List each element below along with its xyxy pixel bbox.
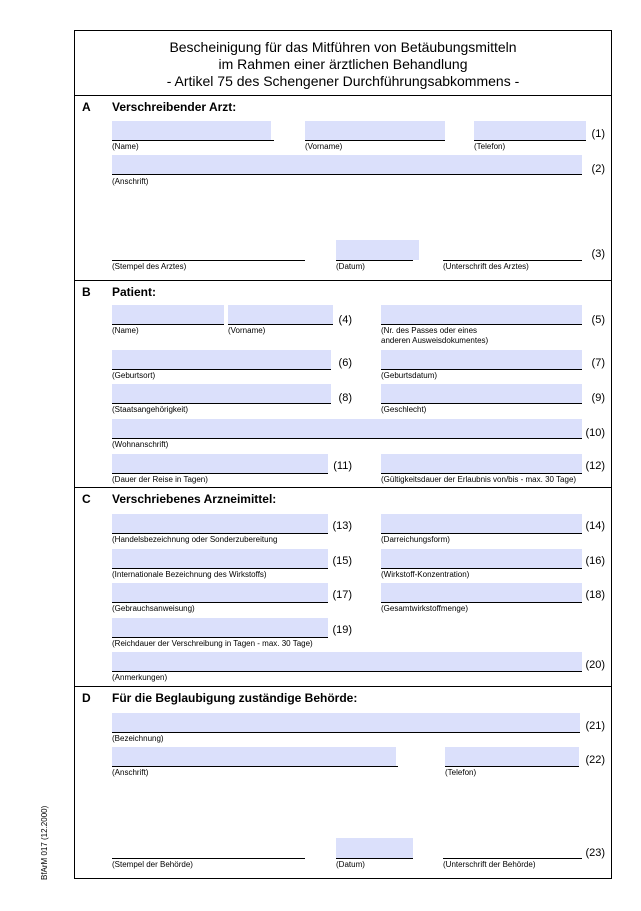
authority-bez-field[interactable] [112, 713, 580, 732]
field-number-18: (18) [585, 589, 605, 601]
doctor-anschrift-label: (Anschrift) [112, 177, 149, 186]
patient-name-line [112, 324, 224, 325]
patient-pass-line [381, 324, 582, 325]
doctor-vorname-field[interactable] [305, 121, 445, 140]
doctor-name-line [112, 140, 274, 141]
authority-bez-label: (Bezeichnung) [112, 734, 164, 743]
authority-telefon-field[interactable] [445, 747, 579, 766]
patient-geschlecht-line [381, 403, 582, 404]
doctor-unterschrift-label: (Unterschrift des Arztes) [443, 262, 529, 271]
field-number-10: (10) [585, 427, 605, 439]
patient-geschlecht-field[interactable] [381, 384, 582, 403]
med-gebrauch-line [112, 602, 328, 603]
section-b-title: Patient: [112, 285, 157, 299]
med-konz-field[interactable] [381, 549, 582, 568]
authority-unterschrift-line [443, 858, 582, 859]
field-number-8: (8) [338, 392, 352, 404]
doctor-stempel-label: (Stempel des Arztes) [112, 262, 187, 271]
field-number-6: (6) [338, 357, 352, 369]
section-c-title: Verschriebenes Arzneimittel: [112, 492, 277, 506]
patient-gueltig-line [381, 473, 582, 474]
patient-pass-label-1: (Nr. des Passes oder eines [381, 326, 478, 335]
patient-dauer-label: (Dauer der Reise in Tagen) [112, 475, 208, 484]
med-darreich-label: (Darreichungsform) [381, 535, 450, 544]
authority-anschrift-label: (Anschrift) [112, 768, 149, 777]
authority-anschrift-line [112, 766, 398, 767]
patient-geburtsort-label: (Geburtsort) [112, 371, 156, 380]
doctor-datum-field[interactable] [336, 240, 419, 260]
patient-geburtsdatum-field[interactable] [381, 350, 582, 369]
authority-datum-label: (Datum) [336, 860, 365, 869]
med-gebrauch-field[interactable] [112, 583, 328, 602]
med-anm-field[interactable] [112, 652, 582, 671]
med-anm-label: (Anmerkungen) [112, 673, 168, 682]
authority-bez-line [112, 732, 580, 733]
field-number-7: (7) [591, 357, 605, 369]
doctor-anschrift-field[interactable] [112, 155, 582, 174]
patient-pass-label-2: anderen Ausweisdokumentes) [381, 336, 489, 345]
patient-vorname-label: (Vorname) [228, 326, 266, 335]
field-number-14: (14) [585, 520, 605, 532]
med-gebrauch-label: (Gebrauchsanweisung) [112, 604, 195, 613]
doctor-vorname-line [305, 140, 445, 141]
section-c-letter: C [82, 492, 91, 506]
authority-datum-line [336, 858, 413, 859]
med-anm-line [112, 671, 582, 672]
doctor-name-label: (Name) [112, 142, 139, 151]
section-a-title: Verschreibender Arzt: [112, 100, 237, 114]
patient-staat-label: (Staatsangehörigkeit) [112, 405, 189, 414]
authority-datum-field[interactable] [336, 838, 413, 858]
patient-pass-field[interactable] [381, 305, 582, 324]
patient-wohn-field[interactable] [112, 419, 582, 438]
section-b-letter: B [82, 285, 91, 299]
field-number-23: (23) [585, 847, 605, 859]
doctor-name-field[interactable] [112, 121, 271, 140]
doctor-telefon-label: (Telefon) [474, 142, 506, 151]
patient-vorname-line [228, 324, 333, 325]
doctor-vorname-label: (Vorname) [305, 142, 343, 151]
med-intern-label: (Internationale Bezeichnung des Wirkstoffs) [112, 570, 267, 579]
patient-wohn-line [112, 438, 582, 439]
authority-stempel-line [112, 858, 305, 859]
field-number-16: (16) [585, 555, 605, 567]
patient-dauer-line [112, 473, 328, 474]
patient-staat-line [112, 403, 331, 404]
doctor-telefon-field[interactable] [474, 121, 586, 140]
section-d-letter: D [82, 691, 91, 705]
doctor-stempel-line [112, 260, 305, 261]
authority-stempel-label: (Stempel der Behörde) [112, 860, 193, 869]
doctor-datum-label: (Datum) [336, 262, 365, 271]
field-number-22: (22) [585, 754, 605, 766]
doctor-telefon-line [474, 140, 586, 141]
section-divider-ab [74, 280, 612, 281]
med-darreich-line [381, 533, 582, 534]
patient-geschlecht-label: (Geschlecht) [381, 405, 427, 414]
patient-gueltig-label: (Gültigkeitsdauer der Erlaubnis von/bis - max. 30 Tage) [381, 475, 577, 484]
med-intern-field[interactable] [112, 549, 328, 568]
patient-name-field[interactable] [112, 305, 224, 324]
med-darreich-field[interactable] [381, 514, 582, 533]
section-divider-bc [74, 487, 612, 488]
header-line-1: Bescheinigung für das Mitführen von Betäubungsmitteln [169, 39, 517, 55]
field-number-1: (1) [591, 128, 605, 140]
field-number-12: (12) [585, 460, 605, 472]
field-number-19: (19) [332, 624, 352, 636]
section-divider-cd [74, 686, 612, 687]
med-handel-label: (Handelsbezeichnung oder Sonderzubereitung [112, 535, 278, 544]
patient-vorname-field[interactable] [228, 305, 333, 324]
field-number-3: (3) [591, 248, 605, 260]
patient-geburtsdatum-line [381, 369, 582, 370]
field-number-11: (11) [333, 460, 352, 472]
patient-dauer-field[interactable] [112, 454, 328, 473]
section-d-title: Für die Beglaubigung zuständige Behörde: [112, 691, 358, 705]
med-reich-label: (Reichdauer der Verschreibung in Tagen - max. 30 Tage) [112, 639, 313, 648]
patient-gueltig-field[interactable] [381, 454, 582, 473]
authority-telefon-line [445, 766, 579, 767]
field-number-4: (4) [338, 314, 352, 326]
authority-telefon-label: (Telefon) [445, 768, 477, 777]
header-line-2: im Rahmen einer ärztlichen Behandlung [218, 56, 468, 72]
patient-name-label: (Name) [112, 326, 139, 335]
med-konz-line [381, 568, 582, 569]
header-line-3: - Artikel 75 des Schengener Durchführungsabkommens - [166, 73, 520, 89]
med-handel-field[interactable] [112, 514, 328, 533]
form-header [74, 30, 612, 96]
patient-geburtsort-field[interactable] [112, 350, 331, 369]
med-konz-label: (Wirkstoff-Konzentration) [381, 570, 470, 579]
field-number-13: (13) [332, 520, 352, 532]
authority-unterschrift-label: (Unterschrift der Behörde) [443, 860, 536, 869]
patient-wohn-label: (Wohnanschrift) [112, 440, 169, 449]
med-gesamt-field[interactable] [381, 583, 582, 602]
authority-anschrift-field[interactable] [112, 747, 396, 766]
field-number-5: (5) [591, 314, 605, 326]
field-number-21: (21) [585, 720, 605, 732]
doctor-datum-line [336, 260, 413, 261]
field-number-17: (17) [332, 589, 352, 601]
form-code-side-text: BfArM 017 (12.2000) [40, 805, 49, 880]
med-reich-field[interactable] [112, 618, 328, 637]
field-number-20: (20) [585, 659, 605, 671]
med-handel-line [112, 533, 328, 534]
med-gesamt-line [381, 602, 582, 603]
med-reich-line [112, 637, 328, 638]
field-number-15: (15) [332, 555, 352, 567]
patient-geburtsdatum-label: (Geburtsdatum) [381, 371, 438, 380]
doctor-unterschrift-line [443, 260, 582, 261]
section-a-letter: A [82, 100, 91, 114]
med-intern-line [112, 568, 328, 569]
med-gesamt-label: (Gesamtwirkstoffmenge) [381, 604, 468, 613]
field-number-9: (9) [591, 392, 605, 404]
field-number-2: (2) [591, 163, 605, 175]
doctor-anschrift-line [112, 174, 582, 175]
patient-geburtsort-line [112, 369, 331, 370]
patient-staat-field[interactable] [112, 384, 331, 403]
